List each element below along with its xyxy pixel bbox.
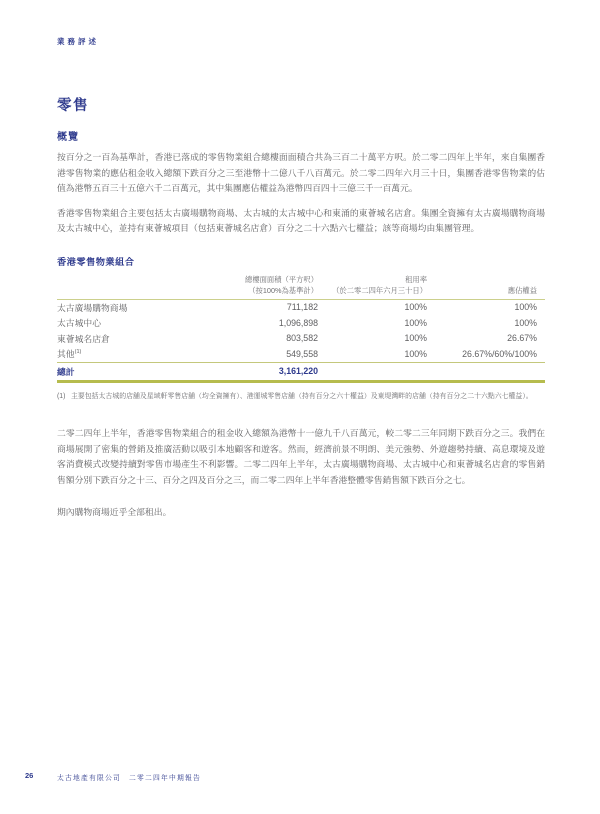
footer-report-title: 太古地產有限公司 二零二四年中期報告 <box>57 775 201 782</box>
section-eyebrow: 業務評述 <box>57 37 99 46</box>
row-label: 太古城中心 <box>57 318 101 329</box>
column-header-interest: 應佔權益 <box>507 285 537 295</box>
row-gfa: 549,558 <box>286 348 318 359</box>
table-title: 香港零售物業組合 <box>57 256 135 267</box>
paragraph-overview-2: 香港零售物業組合主要包括太古廣場購物商場、太古城的太古城中心和東涌的東薈城名店倉。集團全資擁有太古廣場購物商場及太古城中心，並持有東薈城項目（包括東薈城名店倉）百分之二十六點六七權益；該等商場均由集團管理。 <box>57 207 545 233</box>
page-title: 零售 <box>57 98 89 114</box>
row-label: 其他$^{(1)}$ <box>57 349 82 360</box>
table-footnote <box>57 392 545 403</box>
portfolio-table <box>57 274 545 383</box>
table-row <box>57 300 545 316</box>
table-header-row <box>57 274 545 300</box>
row-interest: 26.67%/60%/100% <box>462 348 537 359</box>
paragraph-rental-income: 二零二四年上半年，香港零售物業組合的租金收入總額為港幣十一億九千八百萬元，較二零二三年同期下跌百分之三。我們在商場展開了密集的營銷及推廣活動以吸引本地顧客和遊客。然而，經濟前景不明朗、美元強勢、外遊趨勢持續、高息環境及遊客消費模式改變持續對零售市場產生不利影響。二零二四年上半年，太古廣場購物商場、太古城中心和東薈城名店倉的零售銷售額分別下跌百分之十三、百分之四及百分之三，而二零二四年上半年香港整體零售銷售額下跌百分之七。 <box>57 428 545 485</box>
row-occupancy: 100% <box>404 302 427 313</box>
row-interest: 26.67% <box>507 333 537 344</box>
table-row <box>57 331 545 347</box>
footnote-marker: (1) <box>57 392 66 400</box>
table-row <box>57 315 545 331</box>
row-gfa: 1,096,898 <box>278 317 318 328</box>
page-number: 26 <box>25 771 34 780</box>
row-label: 東薈城名店倉 <box>57 333 110 344</box>
column-header-gfa: 總樓面面積（平方呎） （按100%為基準計） <box>245 274 318 295</box>
footnote-text: 主要包括太古城的店舖及星域軒零售店舖（均全資擁有）、港運城零售店舖（持有百分之六十權益）及東堤灣畔的店舖（持有百分之二十六點六七權益）。 <box>71 392 533 400</box>
row-gfa: 711,182 <box>286 302 318 313</box>
row-label: 太古廣場購物商場 <box>57 302 128 313</box>
footnote-reference: (1) <box>74 349 82 356</box>
row-interest: 100% <box>514 317 537 328</box>
row-interest: 100% <box>514 302 537 313</box>
row-occupancy: 100% <box>404 317 427 328</box>
overview-heading: 概覽 <box>57 132 79 143</box>
row-occupancy: 100% <box>404 348 427 359</box>
paragraph-occupancy: 期內購物商場近乎全部租出。 <box>57 507 172 517</box>
column-header-occupancy: 租用率 （於二零二四年六月三十日） <box>332 274 427 295</box>
table-row <box>57 346 545 362</box>
row-gfa: 803,582 <box>286 333 318 344</box>
total-gfa: 3,161,220 <box>278 366 318 376</box>
table-total-row <box>57 362 545 383</box>
row-occupancy: 100% <box>404 333 427 344</box>
total-label: 總計 <box>57 366 75 377</box>
paragraph-overview-1: 按百分之一百為基準計，香港已落成的零售物業組合總樓面面積合共為三百二十萬平方呎。於二零二四年上半年，來自集團香港零售物業的應佔租金收入總額下跌百分之三至港幣十二億八千八百萬元。於二零二四年六月三十日，集團香港零售物業的估值為港幣五百三十五億六千二百萬元，其中集團應佔權益為港幣四百四十三億三千一百萬元。 <box>57 152 545 193</box>
